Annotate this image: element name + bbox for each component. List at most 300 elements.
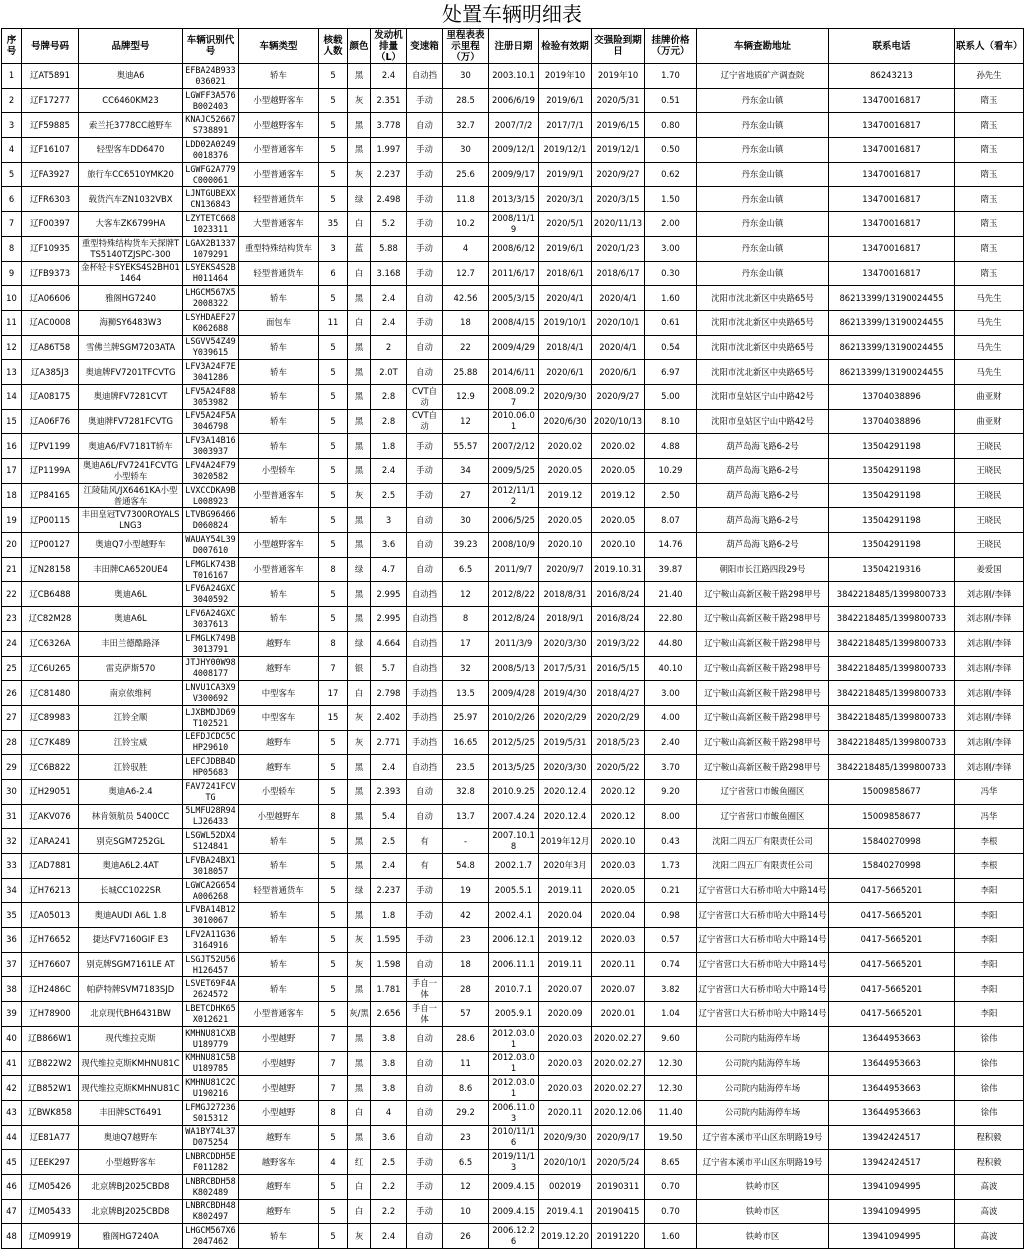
cell-model: 轻型客车DD6470 — [79, 138, 183, 163]
cell-phone: 86213399/13190024455 — [829, 335, 955, 360]
cell-displacement: 2.8 — [371, 409, 407, 434]
cell-inspection: 2019/10/1 — [539, 310, 592, 335]
cell-type: 轿车 — [239, 977, 319, 1002]
cell-price: 39.87 — [645, 557, 697, 582]
cell-gearbox: 自动 — [407, 533, 443, 558]
cell-reg-date: 2010/11/16 — [489, 1125, 539, 1150]
cell-inspection: 2018/9/1 — [539, 607, 592, 632]
cell-inspection: 2020/9/30 — [539, 1125, 592, 1150]
cell-insurance: 2020.05 — [592, 459, 645, 484]
cell-contact: 王晓民 — [955, 483, 1024, 508]
cell-addr: 辽宁鞍山高新区鞍千路298甲号 — [697, 681, 829, 706]
cell-seats: 7 — [319, 1026, 348, 1051]
cell-vin: KMHNU81C5BU189785 — [183, 1051, 239, 1076]
cell-displacement: 1.781 — [371, 977, 407, 1002]
cell-reg-date: 2010.06.01 — [489, 409, 539, 434]
cell-model: 江铃全顺 — [79, 705, 183, 730]
cell-phone: 13644953663 — [829, 1100, 955, 1125]
cell-contact: 程积毅 — [955, 1125, 1024, 1150]
cell-gearbox: 手动 — [407, 1150, 443, 1175]
cell-contact: 姜爱国 — [955, 557, 1024, 582]
cell-color: 蓝 — [348, 236, 371, 261]
cell-price: 44.80 — [645, 631, 697, 656]
cell-seats: 6 — [319, 261, 348, 286]
cell-gearbox: 有 — [407, 854, 443, 879]
cell-vin: LFV3A24F7E3041286 — [183, 360, 239, 385]
cell-contact: 李阳 — [955, 1002, 1024, 1027]
table-row — [2, 64, 1024, 89]
cell-insurance: 2020/4/1 — [592, 335, 645, 360]
cell-mileage: 54.8 — [443, 854, 489, 879]
cell-inspection: 2019年12月 — [539, 829, 592, 854]
cell-model: 小型越野客车 — [79, 1150, 183, 1175]
table-row — [2, 88, 1024, 113]
table-row — [2, 508, 1024, 533]
cell-reg-date: 2009/12/1 — [489, 138, 539, 163]
cell-type: 轿车 — [239, 1224, 319, 1249]
cell-displacement: 2.4 — [371, 459, 407, 484]
cell-seats: 5 — [319, 162, 348, 187]
vehicle-table — [1, 28, 1024, 1249]
cell-color: 黑 — [348, 779, 371, 804]
cell-insurance: 2020.10 — [592, 533, 645, 558]
cell-price: 4.88 — [645, 434, 697, 459]
cell-reg-date: 2010/2/26 — [489, 705, 539, 730]
cell-inspection: 2020/9/30 — [539, 384, 592, 409]
cell-plate: 辽AKV076 — [22, 804, 79, 829]
cell-price: 3.70 — [645, 755, 697, 780]
cell-displacement: 1.595 — [371, 928, 407, 953]
cell-contact: 刘志刚/李铎 — [955, 705, 1024, 730]
cell-gearbox: 手动 — [407, 261, 443, 286]
table-row — [2, 656, 1024, 681]
cell-contact: 刘志刚/李铎 — [955, 582, 1024, 607]
cell-gearbox: 手动挡 — [407, 681, 443, 706]
cell-displacement: 2.2 — [371, 1199, 407, 1224]
cell-mileage: 30 — [443, 508, 489, 533]
cell-displacement: 1.8 — [371, 434, 407, 459]
cell-mileage: 57 — [443, 1002, 489, 1027]
cell-vin: LFV4A24F793020582 — [183, 459, 239, 484]
cell-type: 小型普通客车 — [239, 162, 319, 187]
cell-inspection: 2020.09 — [539, 1002, 592, 1027]
cell-mileage: - — [443, 829, 489, 854]
cell-plate: 辽FR6303 — [22, 187, 79, 212]
cell-displacement: 2 — [371, 335, 407, 360]
cell-inspection: 2018/4/1 — [539, 335, 592, 360]
cell-contact: 隋玉 — [955, 236, 1024, 261]
cell-seats: 5 — [319, 1224, 348, 1249]
cell-phone: 0417-5665201 — [829, 878, 955, 903]
cell-seats: 5 — [319, 582, 348, 607]
cell-phone: 15009858677 — [829, 779, 955, 804]
cell-inspection: 2020.03 — [539, 1076, 592, 1101]
cell-contact: 隋玉 — [955, 212, 1024, 237]
cell-displacement: 5.4 — [371, 804, 407, 829]
cell-index: 40 — [2, 1026, 22, 1051]
cell-gearbox: CVT自动 — [407, 384, 443, 409]
cell-reg-date: 2013/3/15 — [489, 187, 539, 212]
cell-price: 8.65 — [645, 1150, 697, 1175]
cell-insurance: 2020.02.27 — [592, 1051, 645, 1076]
cell-model: 雅阁HG7240 — [79, 286, 183, 311]
cell-phone: 86213399/13190024455 — [829, 286, 955, 311]
cell-addr: 丹东金山镇 — [697, 261, 829, 286]
cell-gearbox: 自动挡 — [407, 755, 443, 780]
cell-reg-date: 2009.4.15 — [489, 1199, 539, 1224]
cell-inspection: 2019.12 — [539, 483, 592, 508]
cell-reg-date: 2005.5.1 — [489, 878, 539, 903]
cell-vin: LSYHDAEF27K062688 — [183, 310, 239, 335]
cell-phone: 13470016817 — [829, 88, 955, 113]
cell-plate: 辽AT5891 — [22, 64, 79, 89]
cell-plate: 辽P84165 — [22, 483, 79, 508]
cell-plate: 辽C6326A — [22, 631, 79, 656]
cell-reg-date: 2014/6/11 — [489, 360, 539, 385]
cell-color: 绿 — [348, 631, 371, 656]
cell-index: 11 — [2, 310, 22, 335]
cell-model: 重型特殊结构货车天探牌TTS5140TZJSPC-300 — [79, 236, 183, 261]
table-row — [2, 1026, 1024, 1051]
cell-plate: 辽B822W2 — [22, 1051, 79, 1076]
cell-gearbox: 手动 — [407, 88, 443, 113]
cell-seats: 5 — [319, 508, 348, 533]
cell-insurance: 2020/5/22 — [592, 755, 645, 780]
cell-contact: 程积毅 — [955, 1150, 1024, 1175]
cell-gearbox: 自动 — [407, 779, 443, 804]
cell-model: 奥迪牌FV7281CVT — [79, 384, 183, 409]
cell-mileage: 11 — [443, 1051, 489, 1076]
cell-contact: 李阳 — [955, 977, 1024, 1002]
cell-seats: 5 — [319, 928, 348, 953]
cell-plate: 辽F59885 — [22, 113, 79, 138]
cell-contact: 刘志刚/李铎 — [955, 681, 1024, 706]
cell-phone: 13942424517 — [829, 1125, 955, 1150]
cell-addr: 辽宁省营口市鲅鱼圈区 — [697, 804, 829, 829]
cell-mileage: 27 — [443, 483, 489, 508]
cell-inspection: 2017/7/1 — [539, 113, 592, 138]
cell-seats: 5 — [319, 88, 348, 113]
cell-phone: 0417-5665201 — [829, 977, 955, 1002]
cell-inspection: 2020.03 — [539, 1026, 592, 1051]
cell-insurance: 2019/12/1 — [592, 138, 645, 163]
cell-color: 黑 — [348, 360, 371, 385]
cell-model: 奥迪A6L2.4AT — [79, 854, 183, 879]
cell-plate: 辽EEK297 — [22, 1150, 79, 1175]
cell-vin: 5LMFU28R94LJ26433 — [183, 804, 239, 829]
cell-seats: 5 — [319, 335, 348, 360]
cell-reg-date: 2009/4/28 — [489, 681, 539, 706]
table-row — [2, 681, 1024, 706]
header-vin: 车辆识别代号 — [183, 29, 239, 64]
cell-addr: 铁岭市区 — [697, 1224, 829, 1249]
cell-model: 现代维拉克斯KMHNU81C — [79, 1076, 183, 1101]
cell-addr: 葫芦岛海飞路6-2号 — [697, 508, 829, 533]
cell-displacement: 2.498 — [371, 187, 407, 212]
cell-gearbox: 手自一体 — [407, 1002, 443, 1027]
cell-gearbox: 手动 — [407, 212, 443, 237]
cell-type: 轻型普通货车 — [239, 187, 319, 212]
cell-vin: LFV3A14B163003937 — [183, 434, 239, 459]
cell-reg-date: 2012.03.01 — [489, 1076, 539, 1101]
cell-type: 轿车 — [239, 384, 319, 409]
cell-seats: 5 — [319, 903, 348, 928]
cell-phone: 3842218485/1399800733 — [829, 656, 955, 681]
cell-phone: 13704038896 — [829, 409, 955, 434]
cell-type: 轿车 — [239, 64, 319, 89]
cell-phone: 13470016817 — [829, 212, 955, 237]
cell-color: 黑 — [348, 533, 371, 558]
cell-index: 19 — [2, 508, 22, 533]
cell-type: 轿车 — [239, 286, 319, 311]
cell-price: 11.40 — [645, 1100, 697, 1125]
cell-gearbox: 自动 — [407, 1026, 443, 1051]
cell-gearbox: 自动 — [407, 1125, 443, 1150]
cell-vin: LGWFG2A779C000061 — [183, 162, 239, 187]
cell-vin: LFMGLK743BT016167 — [183, 557, 239, 582]
cell-color: 黑 — [348, 755, 371, 780]
cell-price: 8.00 — [645, 804, 697, 829]
cell-vin: KMHNU81C2CU190216 — [183, 1076, 239, 1101]
cell-addr: 辽宁鞍山高新区鞍千路298甲号 — [697, 631, 829, 656]
cell-color: 黑 — [348, 459, 371, 484]
table-row — [2, 138, 1024, 163]
cell-gearbox: 自动挡 — [407, 64, 443, 89]
cell-displacement: 4.7 — [371, 557, 407, 582]
cell-mileage: 12 — [443, 582, 489, 607]
cell-reg-date: 2006.11.1 — [489, 952, 539, 977]
cell-inspection: 2019/5/31 — [539, 730, 592, 755]
cell-addr: 辽宁鞍山高新区鞍千路298甲号 — [697, 607, 829, 632]
cell-color: 黑 — [348, 138, 371, 163]
cell-reg-date: 2010.9.25 — [489, 779, 539, 804]
cell-gearbox: 自动挡 — [407, 607, 443, 632]
cell-price: 19.50 — [645, 1125, 697, 1150]
cell-gearbox: 自动 — [407, 1224, 443, 1249]
cell-index: 7 — [2, 212, 22, 237]
table-row — [2, 631, 1024, 656]
cell-price: 0.70 — [645, 1174, 697, 1199]
table-row — [2, 360, 1024, 385]
cell-vin: LEFDJCDC5CHP29610 — [183, 730, 239, 755]
cell-model: 雷克萨斯570 — [79, 656, 183, 681]
cell-color: 绿 — [348, 557, 371, 582]
cell-plate: 辽C7K489 — [22, 730, 79, 755]
cell-plate: 辽ARA241 — [22, 829, 79, 854]
cell-index: 1 — [2, 64, 22, 89]
cell-reg-date: 2019/11/13 — [489, 1150, 539, 1175]
cell-addr: 铁岭市区 — [697, 1174, 829, 1199]
table-body — [2, 64, 1024, 1249]
cell-color: 白 — [348, 1100, 371, 1125]
cell-vin: WA1BY74L37D075254 — [183, 1125, 239, 1150]
cell-price: 1.70 — [645, 64, 697, 89]
cell-displacement: 2.4 — [371, 854, 407, 879]
cell-vin: WAUAY54L39D007610 — [183, 533, 239, 558]
cell-addr: 丹东金山镇 — [697, 187, 829, 212]
cell-seats: 7 — [319, 656, 348, 681]
cell-model: 奥迪A6 — [79, 64, 183, 89]
cell-reg-date: 2008/5/13 — [489, 656, 539, 681]
cell-contact: 刘志刚/李铎 — [955, 730, 1024, 755]
cell-inspection: 2020.05 — [539, 508, 592, 533]
cell-plate: 辽BWK858 — [22, 1100, 79, 1125]
cell-seats: 5 — [319, 434, 348, 459]
cell-model: 江陵陆风/JX6461KA小型普通客车 — [79, 483, 183, 508]
table-row — [2, 533, 1024, 558]
cell-price: 5.00 — [645, 384, 697, 409]
cell-gearbox: 手动 — [407, 483, 443, 508]
cell-index: 47 — [2, 1199, 22, 1224]
cell-vin: LFVBA14B123010067 — [183, 903, 239, 928]
cell-plate: 辽AD7881 — [22, 854, 79, 879]
cell-type: 重型特殊结构货车 — [239, 236, 319, 261]
cell-seats: 7 — [319, 1076, 348, 1101]
cell-price: 1.60 — [645, 1224, 697, 1249]
cell-contact: 高波 — [955, 1174, 1024, 1199]
cell-contact: 刘志刚/李铎 — [955, 631, 1024, 656]
cell-model: CC6460KM23 — [79, 88, 183, 113]
cell-displacement: 5.2 — [371, 212, 407, 237]
cell-model: 现代维拉克斯 — [79, 1026, 183, 1051]
table-row — [2, 557, 1024, 582]
cell-addr: 葫芦岛海飞路6-2号 — [697, 434, 829, 459]
cell-plate: 辽H76652 — [22, 928, 79, 953]
cell-plate: 辽A385J3 — [22, 360, 79, 385]
cell-inspection: 2020/4/1 — [539, 286, 592, 311]
cell-mileage: 23 — [443, 1125, 489, 1150]
cell-inspection: 2020/9/7 — [539, 557, 592, 582]
cell-price: 0.21 — [645, 878, 697, 903]
cell-seats: 8 — [319, 1100, 348, 1125]
cell-vin: LHGCM567X52008322 — [183, 286, 239, 311]
cell-gearbox: 自动挡 — [407, 656, 443, 681]
cell-index: 36 — [2, 928, 22, 953]
cell-addr: 沈阳二四五厂有限责任公司 — [697, 854, 829, 879]
cell-addr: 沈阳二四五厂有限责任公司 — [697, 829, 829, 854]
cell-plate: 辽C6B822 — [22, 755, 79, 780]
cell-displacement: 3.8 — [371, 1051, 407, 1076]
cell-addr: 沈阳市皇姑区宁山中路42号 — [697, 384, 829, 409]
cell-insurance: 2016/8/24 — [592, 582, 645, 607]
cell-index: 21 — [2, 557, 22, 582]
cell-phone: 13470016817 — [829, 138, 955, 163]
cell-insurance: 20190311 — [592, 1174, 645, 1199]
cell-reg-date: 2005.9.1 — [489, 1002, 539, 1027]
cell-reg-date: 2010.7.1 — [489, 977, 539, 1002]
cell-reg-date: 2012/5/25 — [489, 730, 539, 755]
cell-insurance: 2020/9/17 — [592, 1125, 645, 1150]
table-row — [2, 459, 1024, 484]
header-type: 车辆类型 — [239, 29, 319, 64]
cell-contact: 徐伟 — [955, 1100, 1024, 1125]
cell-vin: LSYEKS4S2BH011464 — [183, 261, 239, 286]
cell-reg-date: 2008.09.27 — [489, 384, 539, 409]
cell-insurance: 2020/6/1 — [592, 360, 645, 385]
cell-model: 江铃驭胜 — [79, 755, 183, 780]
cell-price: 3.82 — [645, 977, 697, 1002]
cell-model: 北京现代BH6431BW — [79, 1002, 183, 1027]
cell-inspection: 2020年3月 — [539, 854, 592, 879]
cell-addr: 丹东金山镇 — [697, 236, 829, 261]
table-row — [2, 335, 1024, 360]
cell-displacement: 3 — [371, 508, 407, 533]
cell-plate: 辽A05013 — [22, 903, 79, 928]
cell-model: 丰田皇冠TV7300ROYALSLNG3 — [79, 508, 183, 533]
cell-plate: 辽C81480 — [22, 681, 79, 706]
cell-contact: 刘志刚/李铎 — [955, 656, 1024, 681]
cell-type: 轿车 — [239, 508, 319, 533]
cell-model: 丰田牌CA6520UE4 — [79, 557, 183, 582]
cell-phone: 13470016817 — [829, 162, 955, 187]
cell-model: 大客车ZK6799HA — [79, 212, 183, 237]
cell-contact: 隋玉 — [955, 162, 1024, 187]
cell-color: 白 — [348, 681, 371, 706]
cell-inspection: 2020/2/29 — [539, 705, 592, 730]
cell-price: 14.76 — [645, 533, 697, 558]
cell-index: 12 — [2, 335, 22, 360]
cell-gearbox: 手动 — [407, 162, 443, 187]
cell-price: 2.50 — [645, 483, 697, 508]
cell-contact: 刘志刚/李铎 — [955, 607, 1024, 632]
cell-plate: 辽P00127 — [22, 533, 79, 558]
cell-index: 10 — [2, 286, 22, 311]
cell-seats: 5 — [319, 952, 348, 977]
cell-phone: 13504219316 — [829, 557, 955, 582]
page-title: 处置车辆明细表 — [442, 2, 582, 26]
cell-type: 轻型普通货车 — [239, 878, 319, 903]
cell-inspection: 2020.12.4 — [539, 804, 592, 829]
cell-seats: 5 — [319, 607, 348, 632]
cell-price: 12.30 — [645, 1051, 697, 1076]
cell-seats: 5 — [319, 138, 348, 163]
cell-insurance: 2020.12 — [592, 804, 645, 829]
cell-price: 6.97 — [645, 360, 697, 385]
cell-mileage: 42 — [443, 903, 489, 928]
cell-vin: LSVET69F4A2624572 — [183, 977, 239, 1002]
cell-phone: 86213399/13190024455 — [829, 310, 955, 335]
cell-type: 越野车 — [239, 1174, 319, 1199]
cell-displacement: 3.8 — [371, 1026, 407, 1051]
cell-plate: 辽A08175 — [22, 384, 79, 409]
header-model: 品牌型号 — [79, 29, 183, 64]
cell-seats: 5 — [319, 779, 348, 804]
cell-inspection: 002019 — [539, 1174, 592, 1199]
cell-addr: 辽宁鞍山高新区鞍千路298甲号 — [697, 656, 829, 681]
cell-mileage: 25.97 — [443, 705, 489, 730]
header-price: 挂牌价格（万元） — [645, 29, 697, 64]
cell-gearbox: 自动挡 — [407, 631, 443, 656]
cell-seats: 5 — [319, 829, 348, 854]
cell-addr: 葫芦岛海飞路6-2号 — [697, 533, 829, 558]
cell-inspection: 2019年10 — [539, 64, 592, 89]
cell-mileage: 29.2 — [443, 1100, 489, 1125]
cell-displacement: 2.656 — [371, 1002, 407, 1027]
cell-model: 雪佛兰牌SGM7203ATA — [79, 335, 183, 360]
cell-reg-date: 2007.10.18 — [489, 829, 539, 854]
cell-index: 31 — [2, 804, 22, 829]
table-row — [2, 755, 1024, 780]
cell-color: 灰 — [348, 705, 371, 730]
cell-gearbox: 手动挡 — [407, 705, 443, 730]
cell-color: 绿 — [348, 878, 371, 903]
cell-vin: KNAJC52667S738891 — [183, 113, 239, 138]
cell-insurance: 2020/3/15 — [592, 187, 645, 212]
cell-gearbox: 手动 — [407, 903, 443, 928]
cell-model: 奥迪AUDI A6L 1.8 — [79, 903, 183, 928]
cell-seats: 8 — [319, 557, 348, 582]
cell-color: 白 — [348, 1174, 371, 1199]
